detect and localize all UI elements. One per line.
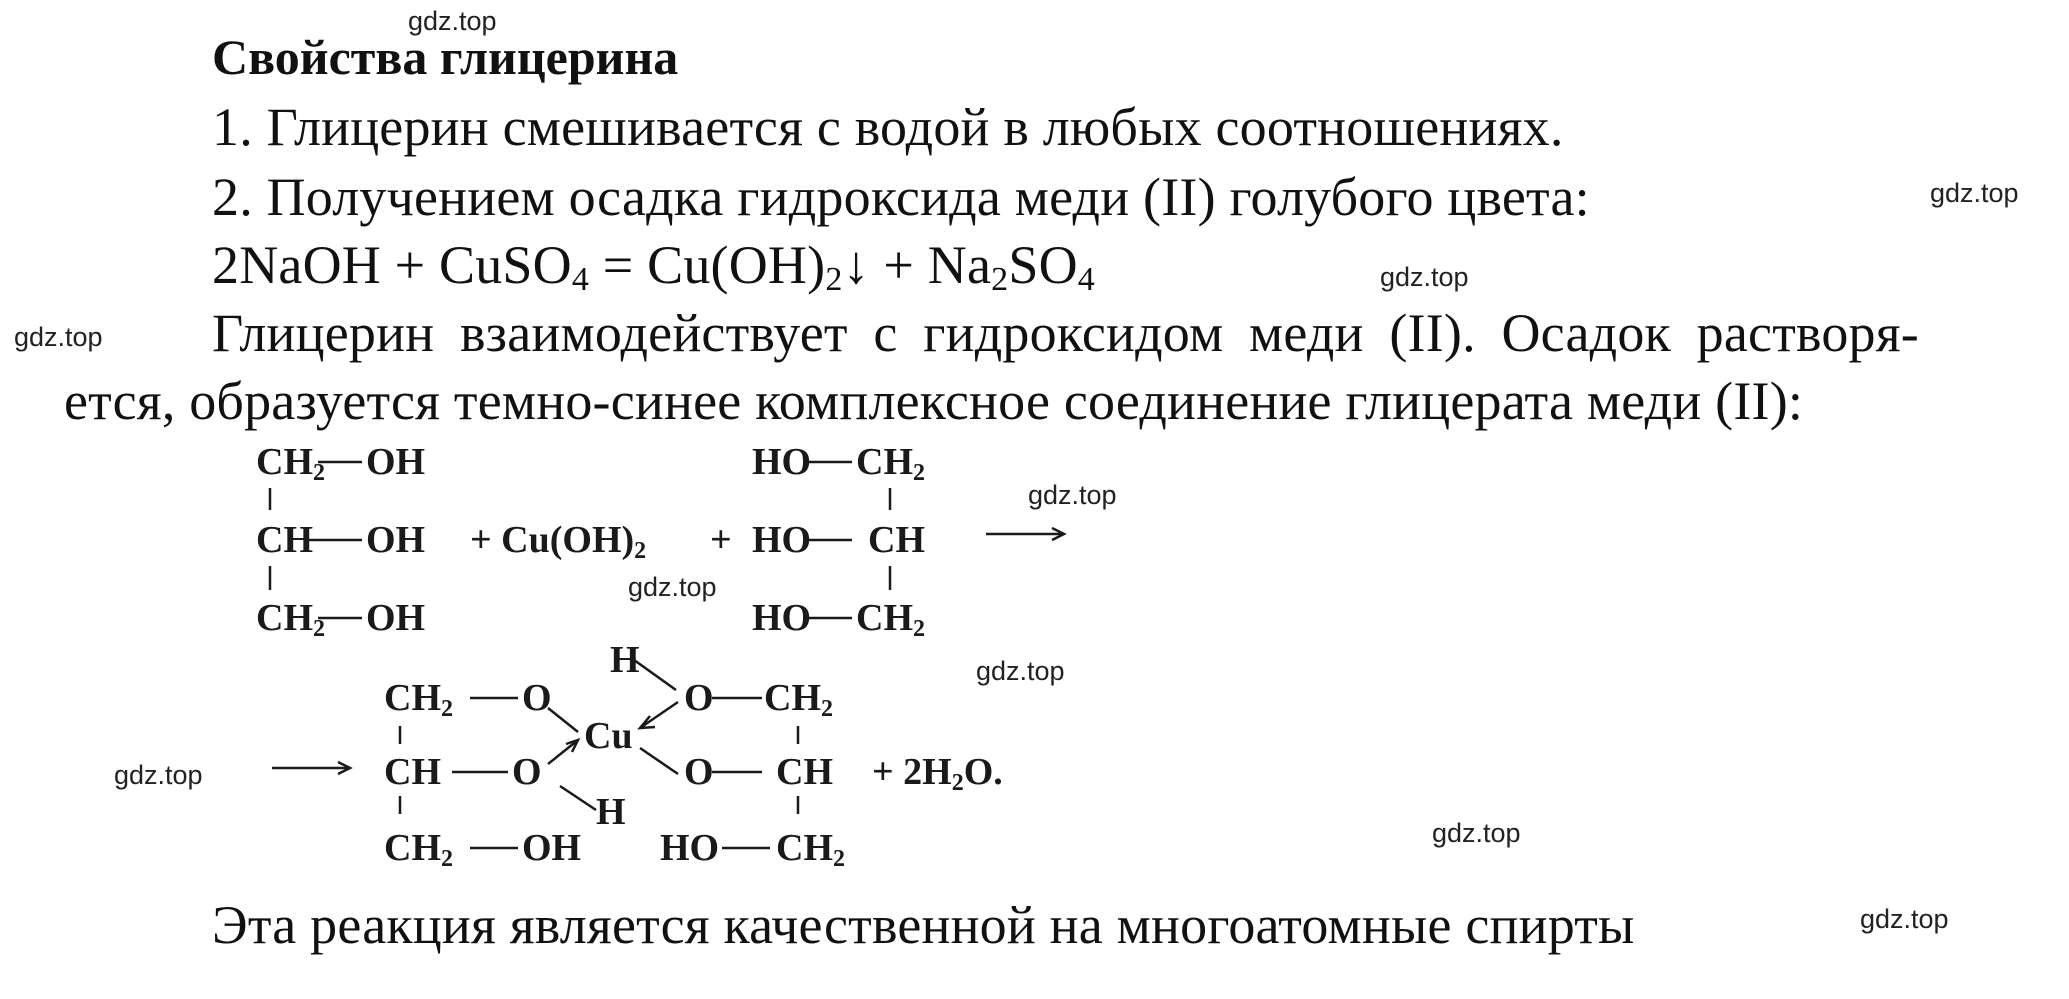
chem-group: OH	[366, 597, 426, 639]
watermark: gdz.top	[1930, 178, 2019, 208]
chem-group: $CH_2$	[256, 597, 325, 642]
chem-group: HO	[660, 827, 720, 869]
chem-group: CH	[868, 519, 925, 561]
chem-group: CH	[776, 751, 833, 793]
watermark: gdz.top	[14, 322, 103, 352]
watermark: gdz.top	[628, 572, 717, 602]
equation-copper-hydroxide: 2NaOH + CuSO$_4$ = $Cu(OH)_2↓ + Na_2SO_4$	[212, 235, 1095, 298]
chem-copper: Cu	[584, 715, 633, 757]
chem-group: HO	[752, 597, 812, 639]
chem-group: HO	[752, 519, 812, 561]
chem-group: O	[522, 677, 552, 719]
chem-water: + $2H_2O$.	[872, 751, 1003, 796]
chem-reagent: + $Cu(OH)_2$	[470, 519, 647, 564]
chem-group: $CH_2$	[776, 827, 845, 872]
paragraph-line-2: ется, образуется темно-синее комплексное соединение глицерата меди (II):	[64, 371, 1804, 431]
chem-group: CH	[384, 751, 441, 793]
chem-group: OH	[522, 827, 582, 869]
chem-group: O	[512, 751, 542, 793]
chem-group: $CH_2$	[856, 441, 925, 486]
chem-hydrogen: H	[596, 791, 626, 833]
chem-group: HO	[752, 441, 812, 483]
page-title: Свойства глицерина	[212, 29, 679, 85]
watermark: gdz.top	[408, 6, 497, 36]
watermark: gdz.top	[1028, 480, 1117, 510]
chem-group: OH	[366, 519, 426, 561]
chem-group: $CH_2$	[764, 677, 833, 722]
chem-group: $CH_2$	[856, 597, 925, 642]
watermark: gdz.top	[1432, 818, 1521, 848]
chem-plus: +	[710, 519, 732, 561]
paragraph-line-1: Глицерин взаимодействует с гидроксидом меди (II). Осадок растворя-	[212, 303, 1919, 363]
watermark: gdz.top	[1860, 904, 1949, 934]
chem-hydrogen: H	[610, 639, 640, 681]
watermark: gdz.top	[976, 656, 1065, 686]
property-item-1: 1. Глицерин смешивается с водой в любых соотношениях.	[212, 97, 1564, 157]
chem-group: OH	[366, 441, 426, 483]
property-item-2: 2. Получением осадка гидроксида меди (II) голубого цвета:	[212, 167, 1590, 227]
watermark: gdz.top	[114, 760, 203, 790]
chem-group: $CH_2$	[384, 677, 453, 722]
chem-group: $CH_2$	[384, 827, 453, 872]
conclusion-text: Эта реакция является качественной на многоатомные спирты	[212, 895, 1635, 955]
chem-group: O	[684, 677, 714, 719]
chem-group: O	[684, 751, 714, 793]
chem-group: $CH_2$	[256, 441, 325, 486]
watermark: gdz.top	[1380, 262, 1469, 292]
chem-group: CH	[256, 519, 313, 561]
